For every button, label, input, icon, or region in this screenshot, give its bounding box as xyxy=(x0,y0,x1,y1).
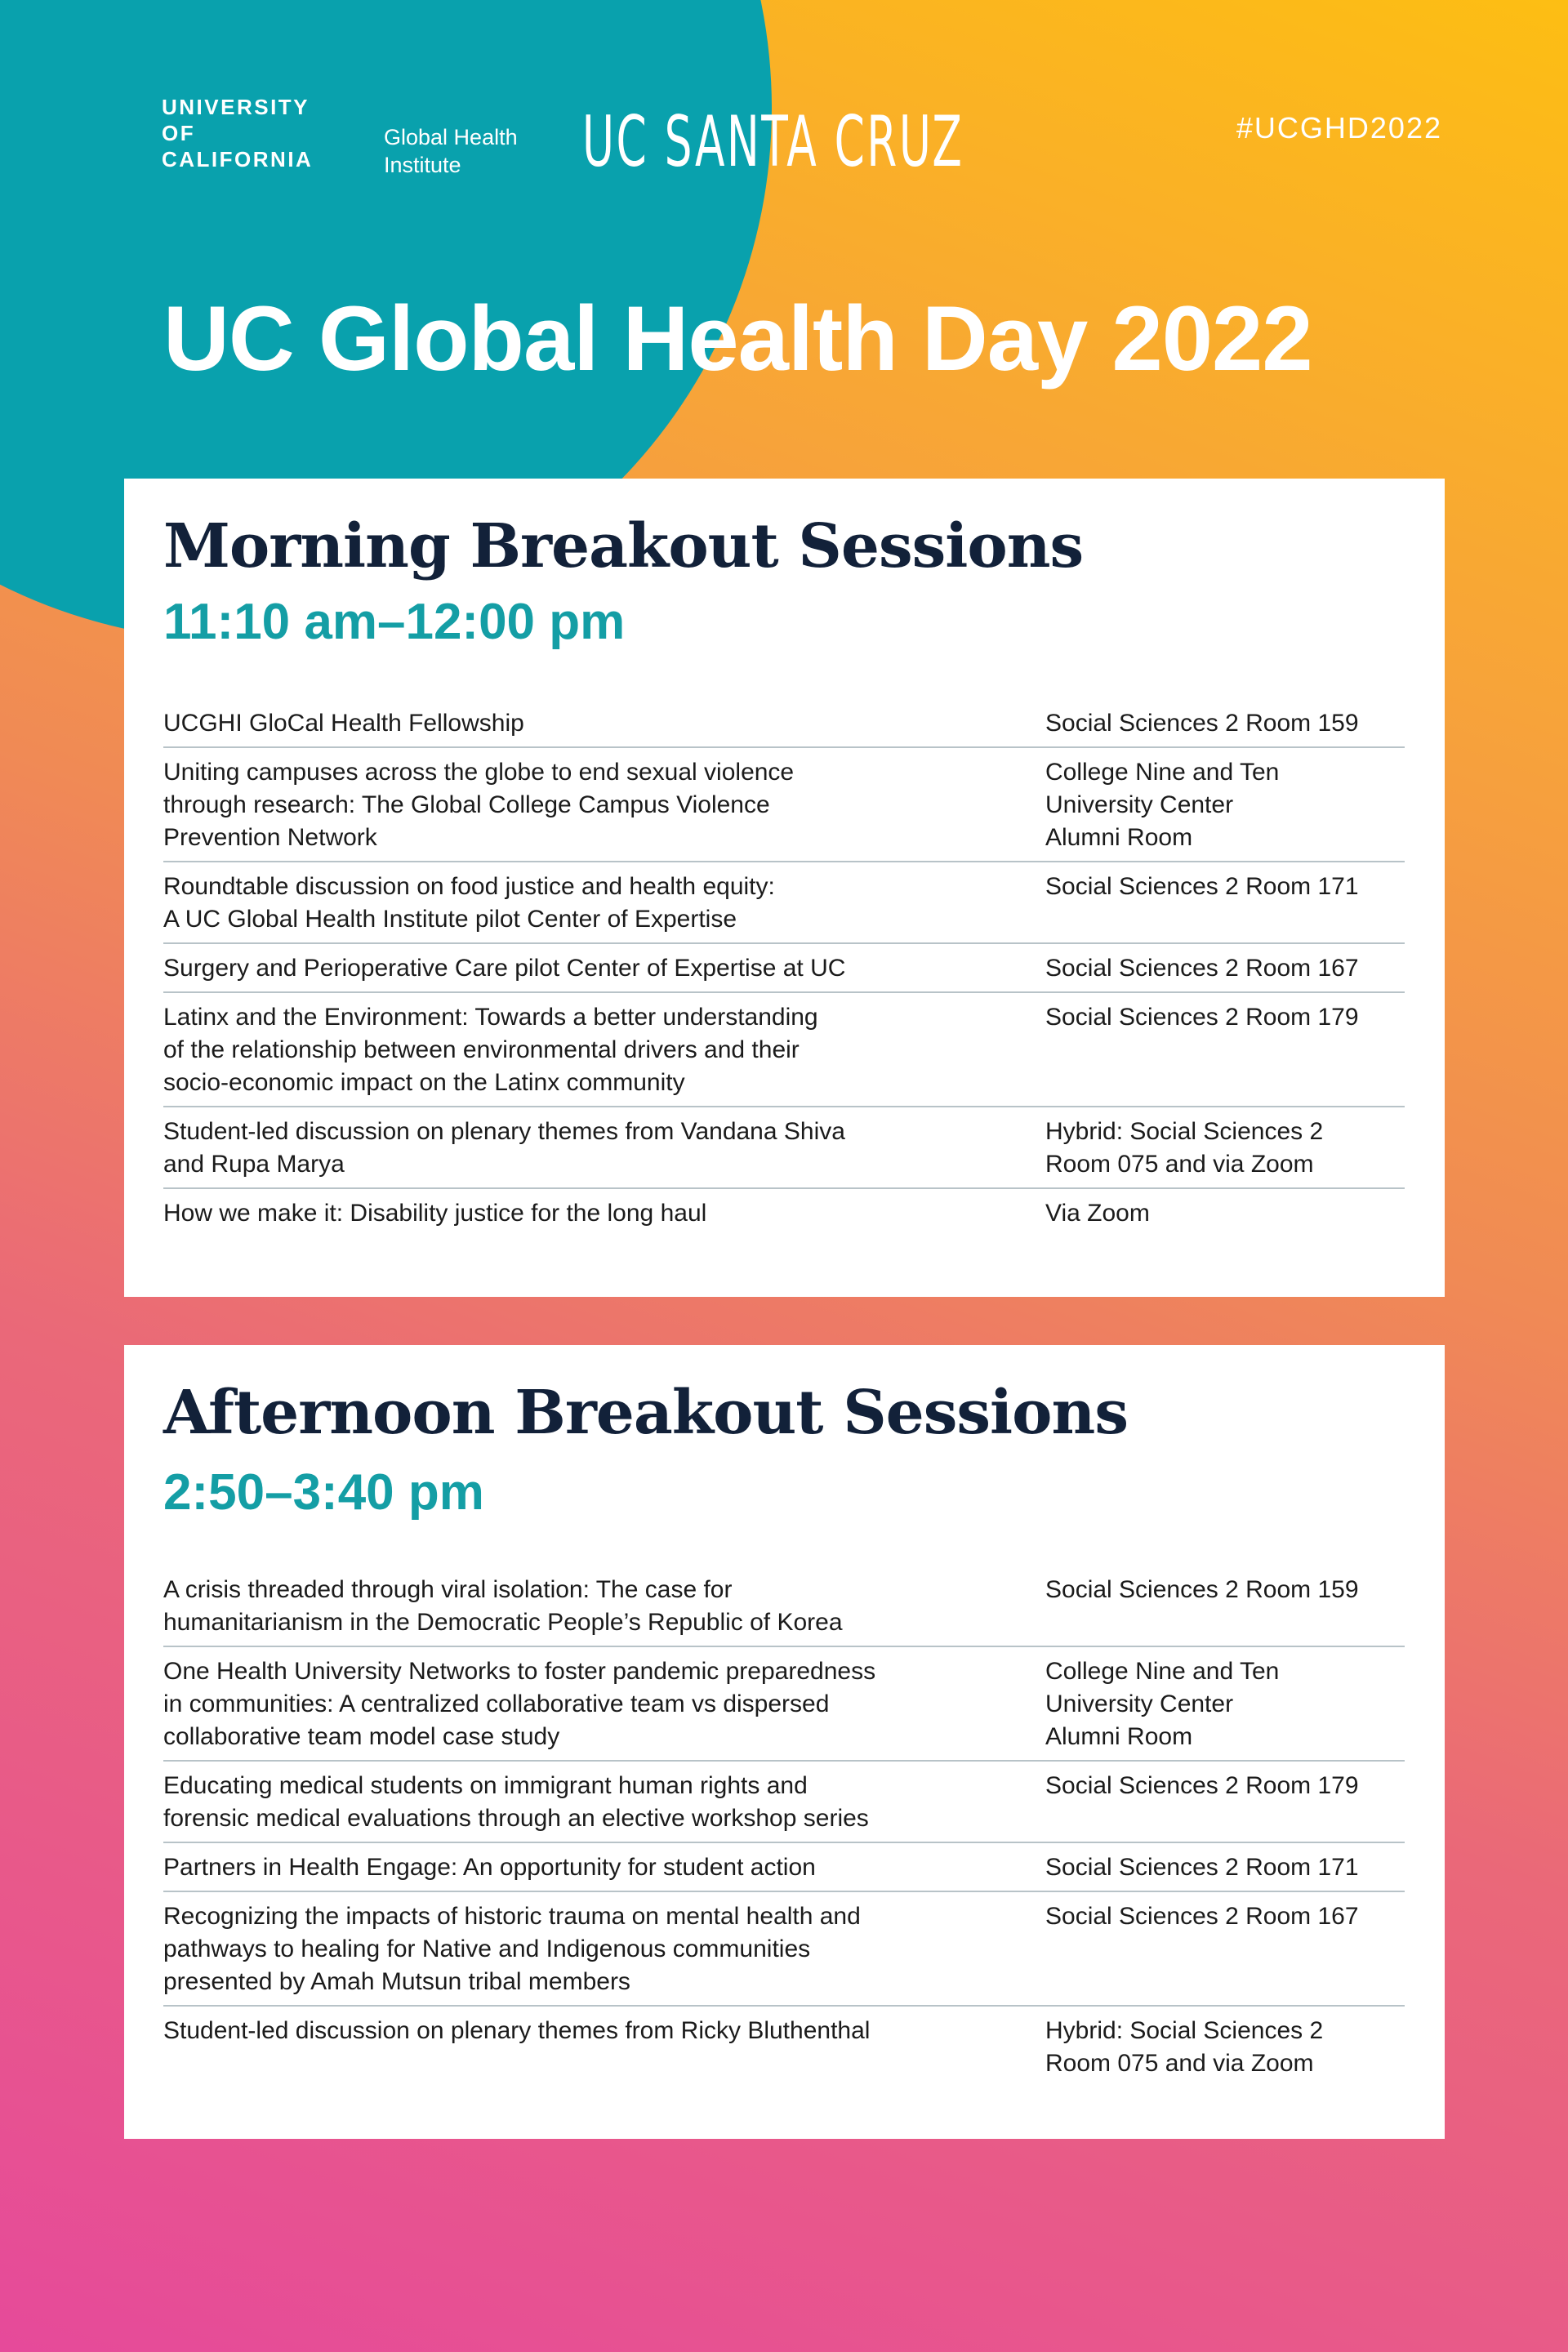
session-title: Educating medical students on immigrant human rights and forensic medical evaluations through an elective workshop series xyxy=(163,1772,869,1832)
afternoon-session-list xyxy=(163,1566,1405,2087)
afternoon-time: 2:50–3:40 pm xyxy=(163,1464,484,1521)
session-title: Roundtable discussion on food justice and health equity: A UC Global Health Institute pilot Center of Expertise xyxy=(163,873,775,933)
session-title: Partners in Health Engage: An opportunity for student action xyxy=(163,1854,816,1881)
session-title: Uniting campuses across the globe to end sexual violence through research: The Global College Campus Violence Prevention Network xyxy=(163,759,795,851)
page-title: UC Global Health Day 2022 xyxy=(163,287,1312,390)
session-title: How we make it: Disability justice for the long haul xyxy=(163,1200,707,1227)
morning-heading: Morning Breakout Sessions xyxy=(163,511,1084,581)
session-row xyxy=(163,748,1405,862)
session-location: Hybrid: Social Sciences 2 Room 075 and via Zoom xyxy=(1045,2017,1324,2077)
session-row xyxy=(163,862,1405,944)
morning-time: 11:10 am–12:00 pm xyxy=(163,594,626,650)
session-row xyxy=(163,1892,1405,2007)
session-location: Via Zoom xyxy=(1045,1200,1150,1227)
session-row xyxy=(163,1189,1405,1236)
session-title: Latinx and the Environment: Towards a better understanding of the relationship between environmental drivers and their socio-economic impact on the Latinx community xyxy=(163,1004,818,1096)
session-location: College Nine and Ten University Center Alumni Room xyxy=(1045,1658,1280,1750)
session-location: Social Sciences 2 Room 171 xyxy=(1045,873,1359,900)
session-row xyxy=(163,1762,1405,1843)
session-title: Surgery and Perioperative Care pilot Center of Expertise at UC xyxy=(163,955,846,982)
session-location: Social Sciences 2 Room 179 xyxy=(1045,1772,1359,1799)
session-location: Hybrid: Social Sciences 2 Room 075 and via Zoom xyxy=(1045,1118,1324,1178)
uc-logo: UNIVERSITY OF CALIFORNIA xyxy=(162,95,314,172)
session-row xyxy=(163,1843,1405,1892)
ucsc-logo: UC SANTA CRUZ xyxy=(582,101,964,183)
session-row xyxy=(163,699,1405,748)
header xyxy=(0,0,1568,490)
session-title: Recognizing the impacts of historic trauma on mental health and pathways to healing for Native and Indigenous communities presented by Amah Mutsun tribal members xyxy=(163,1903,861,1995)
ghi-logo: Global Health Institute xyxy=(384,125,518,177)
session-location: Social Sciences 2 Room 159 xyxy=(1045,710,1359,737)
hashtag: #UCGHD2022 xyxy=(1236,111,1442,145)
session-location: Social Sciences 2 Room 179 xyxy=(1045,1004,1359,1031)
session-title: One Health University Networks to foster pandemic preparedness in communities: A centralized collaborative team vs dispersed collaborative team model case study xyxy=(163,1658,876,1750)
session-row xyxy=(163,944,1405,993)
session-location: Social Sciences 2 Room 167 xyxy=(1045,1903,1359,1930)
session-title: A crisis threaded through viral isolation: The case for humanitarianism in the Democratic People’s Republic of Korea xyxy=(163,1576,843,1636)
session-title: Student-led discussion on plenary themes from Ricky Bluthenthal xyxy=(163,2017,871,2044)
session-title: UCGHI GloCal Health Fellowship xyxy=(163,710,524,737)
session-row xyxy=(163,993,1405,1107)
morning-sessions-card xyxy=(124,479,1445,1297)
session-row xyxy=(163,2007,1405,2087)
session-location: Social Sciences 2 Room 167 xyxy=(1045,955,1359,982)
session-location: Social Sciences 2 Room 171 xyxy=(1045,1854,1359,1881)
session-title: Student-led discussion on plenary themes from Vandana Shiva and Rupa Marya xyxy=(163,1118,845,1178)
session-location: College Nine and Ten University Center Alumni Room xyxy=(1045,759,1280,851)
afternoon-heading: Afternoon Breakout Sessions xyxy=(163,1378,1128,1448)
session-row xyxy=(163,1107,1405,1189)
session-row xyxy=(163,1566,1405,1647)
afternoon-sessions-card xyxy=(124,1345,1445,2139)
session-row xyxy=(163,1647,1405,1762)
session-location: Social Sciences 2 Room 159 xyxy=(1045,1576,1359,1603)
morning-session-list xyxy=(163,699,1405,1236)
